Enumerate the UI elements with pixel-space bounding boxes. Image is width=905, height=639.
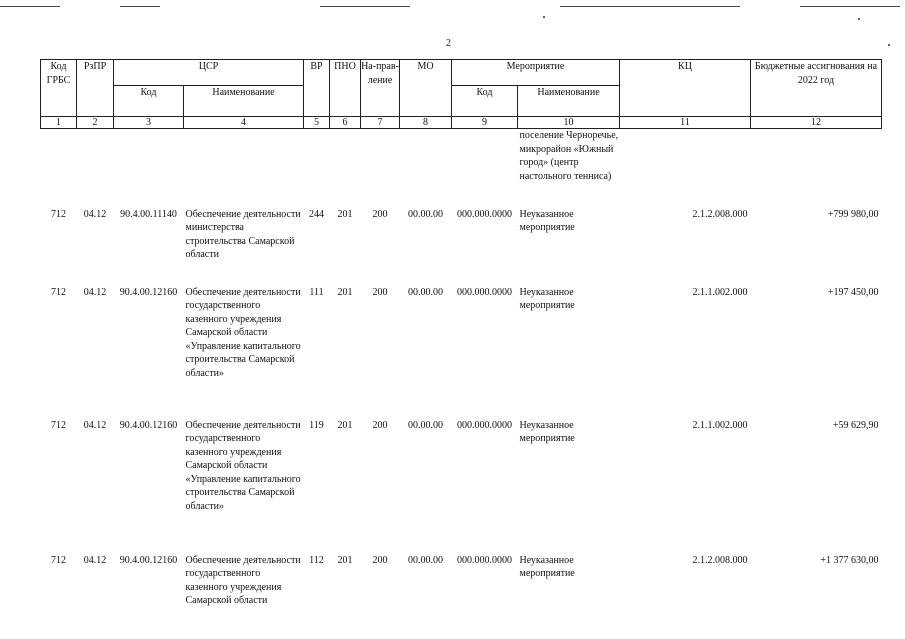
- col-number: 9: [452, 117, 518, 129]
- cell-vr: 112: [309, 554, 324, 566]
- header-vr: ВР: [304, 60, 330, 117]
- col-number: 10: [518, 117, 620, 129]
- header-csr: ЦСР: [114, 60, 304, 86]
- scan-artifact: [800, 6, 900, 7]
- cell-napr: 200: [372, 286, 388, 298]
- cell-meropr-name: Неуказанное мероприятие: [519, 208, 575, 233]
- cell-meropr-kod: 000.000.0000: [457, 554, 512, 566]
- header-kod-grbs: Код ГРБС: [41, 60, 77, 117]
- cell-pno: 201: [337, 208, 353, 220]
- scan-artifact: [320, 6, 410, 7]
- col-number: 1: [41, 117, 77, 129]
- header-rzpr: РзПР: [77, 60, 114, 117]
- cell-csr: 90.4.00.12160: [119, 554, 178, 566]
- cell-meropr-kod: 000.000.0000: [457, 419, 512, 431]
- table-row: [41, 284, 882, 417]
- cell-napr: 200: [372, 419, 388, 431]
- cell-grbs: 712: [51, 208, 66, 220]
- cell-kc: 2.1.1.002.000: [692, 419, 748, 431]
- header-meropriyatie: Мероприятие: [452, 60, 620, 86]
- cell-rzpr: 04.12: [83, 554, 107, 566]
- continuation-text: поселение Черноречье, микрорайон «Южный город» (центр настольного тенниса): [519, 130, 619, 182]
- cell-mo: 00.00.00: [408, 286, 443, 298]
- table-row: [41, 417, 882, 552]
- col-number: 8: [400, 117, 452, 129]
- header-budget: Бюджетные ассигнования на 2022 год: [751, 60, 882, 117]
- cell-amount: +799 980,00: [827, 208, 879, 220]
- header-meropr-kod: Код: [452, 86, 518, 117]
- cell-name: Обеспечение деятельности государственного казенного учреждения Самарской области «Управление капитального строительства Самарской области»: [185, 419, 301, 512]
- scan-speck: [858, 18, 860, 20]
- cell-meropr-name: Неуказанное мероприятие: [519, 419, 575, 444]
- header-pno: ПНО: [330, 60, 361, 117]
- cell-pno: 201: [337, 554, 353, 566]
- cell-grbs: 712: [51, 554, 66, 566]
- cell-pno: 201: [337, 286, 353, 298]
- cell-name: Обеспечение деятельности министерства строительства Самарской области: [185, 208, 301, 260]
- col-number: 6: [330, 117, 361, 129]
- cell-mo: 00.00.00: [408, 419, 443, 431]
- cell-amount: +59 629,90: [832, 419, 879, 431]
- col-number: 7: [361, 117, 400, 129]
- cell-kc: 2.1.2.008.000: [692, 554, 748, 566]
- cell-kc: 2.1.1.002.000: [692, 286, 748, 298]
- continuation-row: [41, 129, 882, 206]
- cell-amount: +1 377 630,00: [820, 554, 879, 566]
- cell-csr: 90.4.00.12160: [119, 286, 178, 298]
- header-mo: МО: [400, 60, 452, 117]
- col-number: 11: [620, 117, 751, 129]
- cell-pno: 201: [337, 419, 353, 431]
- header-kc: КЦ: [620, 60, 751, 117]
- scan-artifact: [0, 6, 60, 7]
- cell-meropr-kod: 000.000.0000: [457, 286, 512, 298]
- cell-grbs: 712: [51, 286, 66, 298]
- page-number: 2: [446, 38, 451, 49]
- scan-artifact: [560, 6, 740, 7]
- budget-table: [40, 59, 882, 624]
- cell-vr: 111: [309, 286, 324, 298]
- table-row: [41, 552, 882, 624]
- cell-csr: 90.4.00.12160: [119, 419, 178, 431]
- col-number: 12: [751, 117, 882, 129]
- cell-meropr-name: Неуказанное мероприятие: [519, 554, 575, 579]
- cell-vr: 119: [309, 419, 324, 431]
- col-number: 4: [184, 117, 304, 129]
- cell-rzpr: 04.12: [83, 286, 107, 298]
- cell-meropr-name: Неуказанное мероприятие: [519, 286, 575, 311]
- header-napravlenie: На-прав-ление: [361, 60, 400, 117]
- scan-speck: [543, 16, 545, 18]
- col-number: 2: [77, 117, 114, 129]
- cell-vr: 244: [309, 208, 324, 220]
- cell-mo: 00.00.00: [408, 208, 443, 220]
- cell-rzpr: 04.12: [83, 208, 107, 220]
- cell-rzpr: 04.12: [83, 419, 107, 431]
- header-csr-naimenovanie: Наименование: [184, 86, 304, 117]
- header-csr-kod: Код: [114, 86, 184, 117]
- cell-csr: 90.4.00.11140: [120, 208, 177, 220]
- cell-napr: 200: [372, 554, 388, 566]
- scan-speck: [888, 44, 890, 46]
- col-number: 3: [114, 117, 184, 129]
- cell-grbs: 712: [51, 419, 66, 431]
- col-number: 5: [304, 117, 330, 129]
- cell-name: Обеспечение деятельности государственного казенного учреждения Самарской области: [185, 554, 301, 606]
- cell-amount: +197 450,00: [827, 286, 879, 298]
- cell-name: Обеспечение деятельности государственного казенного учреждения Самарской области «Управление капитального строительства Самарской области»: [185, 286, 301, 379]
- header-meropr-naimenovanie: Наименование: [518, 86, 620, 117]
- scan-artifact: [120, 6, 160, 7]
- cell-meropr-kod: 000.000.0000: [457, 208, 512, 220]
- cell-mo: 00.00.00: [408, 554, 443, 566]
- cell-kc: 2.1.2.008.000: [692, 208, 748, 220]
- cell-napr: 200: [372, 208, 388, 220]
- table-row: [41, 206, 882, 284]
